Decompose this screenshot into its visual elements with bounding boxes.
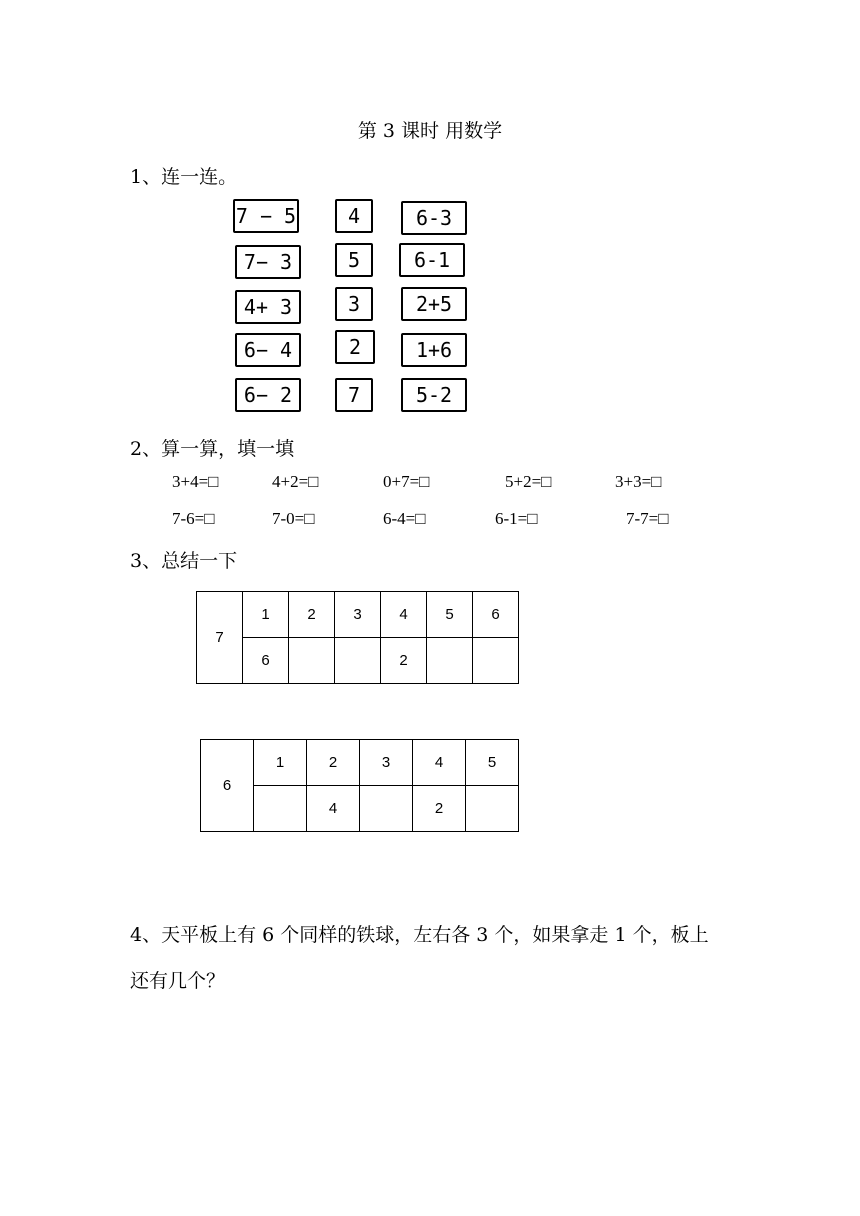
table-cell: 4	[413, 740, 466, 786]
table-cell: 3	[335, 592, 381, 638]
equation[interactable]: 3+3=□	[615, 472, 662, 491]
expression-box[interactable]: 7 − 5	[233, 199, 299, 233]
number-box[interactable]: 7	[335, 378, 373, 412]
equation[interactable]: 0+7=□	[383, 472, 430, 491]
question-4-text-line-2: 还有几个？	[130, 970, 226, 992]
equation[interactable]: 7-7=□	[626, 509, 669, 528]
table-cell: 4	[381, 592, 427, 638]
page-title: 第 3 课时 用数学	[357, 120, 503, 142]
table-cell: 5	[427, 592, 473, 638]
decomposition-table-7	[196, 591, 519, 684]
expression-box[interactable]: 7− 3	[235, 245, 301, 279]
equation[interactable]: 6-1=□	[495, 509, 538, 528]
question-4-text-line-1: 4、天平板上有 6 个同样的铁球，左右各 3 个，如果拿走 1 个，板上	[130, 924, 709, 946]
question-2-heading: 2、算一算，填一填	[130, 438, 295, 460]
table-cell[interactable]	[360, 786, 413, 832]
number-box[interactable]: 4	[335, 199, 373, 233]
number-box[interactable]: 5	[335, 243, 373, 277]
expression-box[interactable]: 6-1	[399, 243, 465, 277]
expression-box[interactable]: 6− 2	[235, 378, 301, 412]
equation[interactable]: 3+4=□	[172, 472, 219, 491]
table-cell[interactable]	[427, 638, 473, 684]
number-box[interactable]: 3	[335, 287, 373, 321]
table-cell: 6	[473, 592, 519, 638]
table-cell[interactable]	[289, 638, 335, 684]
equation[interactable]: 6-4=□	[383, 509, 426, 528]
expression-box[interactable]: 2+5	[401, 287, 467, 321]
question-3-heading: 3、总结一下	[130, 550, 238, 572]
equation[interactable]: 5+2=□	[505, 472, 552, 491]
table-cell[interactable]: 2	[413, 786, 466, 832]
table-cell[interactable]: 2	[381, 638, 427, 684]
table-total-cell: 6	[201, 740, 254, 832]
decomposition-table-6	[200, 739, 519, 832]
table-total-cell: 7	[197, 592, 243, 684]
table-cell[interactable]: 4	[307, 786, 360, 832]
table-cell: 5	[466, 740, 519, 786]
table-cell[interactable]	[473, 638, 519, 684]
table-cell[interactable]	[335, 638, 381, 684]
expression-box[interactable]: 4+ 3	[235, 290, 301, 324]
table-cell: 1	[254, 740, 307, 786]
expression-box[interactable]: 5-2	[401, 378, 467, 412]
equation[interactable]: 4+2=□	[272, 472, 319, 491]
table-cell[interactable]	[466, 786, 519, 832]
table-cell: 2	[307, 740, 360, 786]
table-cell[interactable]	[254, 786, 307, 832]
expression-box[interactable]: 1+6	[401, 333, 467, 367]
expression-box[interactable]: 6-3	[401, 201, 467, 235]
equation[interactable]: 7-6=□	[172, 509, 215, 528]
table-cell: 3	[360, 740, 413, 786]
table-cell: 1	[243, 592, 289, 638]
equation[interactable]: 7-0=□	[272, 509, 315, 528]
question-1-heading: 1、连一连。	[130, 166, 238, 188]
expression-box[interactable]: 6− 4	[235, 333, 301, 367]
number-box[interactable]: 2	[335, 330, 375, 364]
table-cell[interactable]: 6	[243, 638, 289, 684]
table-cell: 2	[289, 592, 335, 638]
